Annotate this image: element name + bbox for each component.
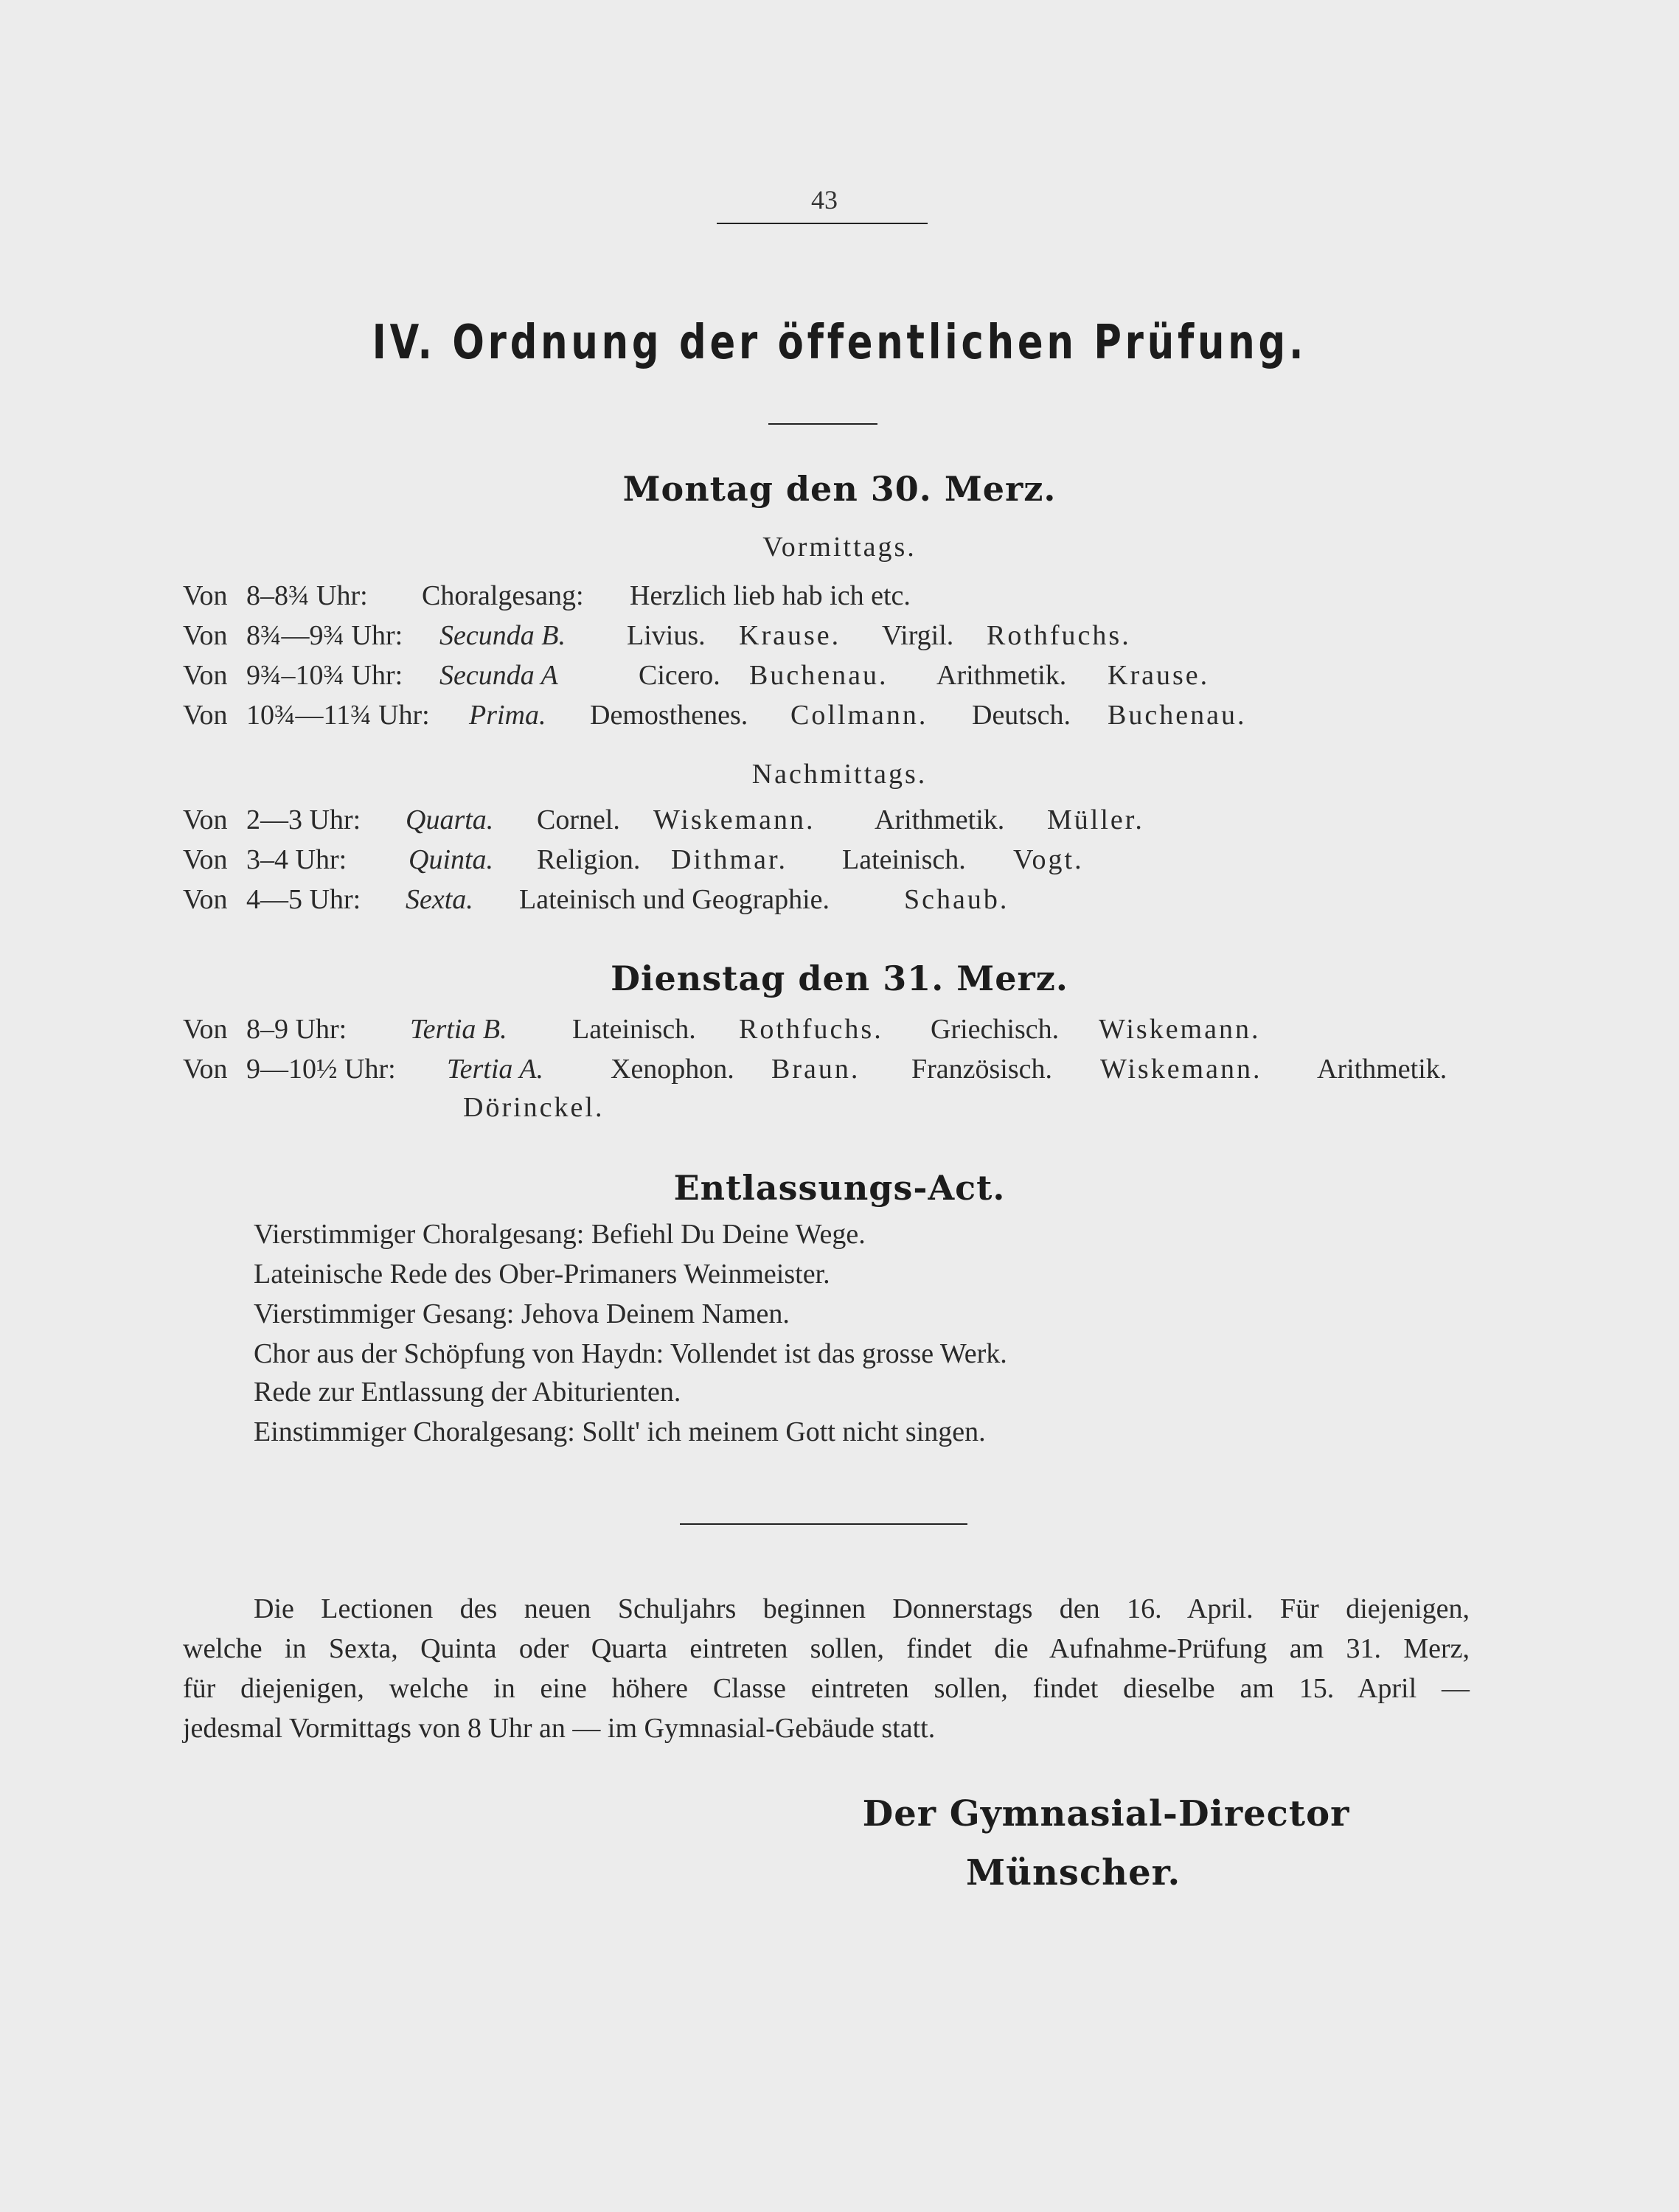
signature-title: Der Gymnasial-Director xyxy=(862,1793,1350,1834)
subject: Virgil. xyxy=(882,620,954,651)
program-item: Chor aus der Schöpfung von Haydn: Vollendet ist das grosse Werk. xyxy=(254,1338,1007,1369)
teacher: Collmann. xyxy=(790,700,928,731)
class-name: Quinta. xyxy=(409,844,494,875)
teacher: Krause. xyxy=(739,620,841,651)
teacher: Müller. xyxy=(1047,804,1144,835)
class-name: Secunda B. xyxy=(439,620,566,651)
von-label: Von xyxy=(183,844,228,875)
title-rule xyxy=(768,423,877,425)
subject: Griechisch. xyxy=(931,1014,1060,1045)
subject: Herzlich lieb hab ich etc. xyxy=(630,580,911,611)
von-label: Von xyxy=(183,1014,228,1045)
subject: Cornel. xyxy=(537,804,620,835)
subject: Französisch. xyxy=(911,1054,1053,1085)
class-name: Prima. xyxy=(469,700,546,731)
time-slot: 9—10½ Uhr: xyxy=(246,1054,396,1085)
header-rule xyxy=(717,223,928,224)
notice-line: für diejenigen, welche in eine höhere Classe eintreten sollen, findet dieselbe am 15. April — xyxy=(183,1673,1470,1704)
subject: Arithmetik. xyxy=(875,804,1005,835)
subject: Cicero. xyxy=(639,660,720,691)
monday-heading: Montag den 30. Merz. xyxy=(622,469,1057,509)
von-label: Von xyxy=(183,660,228,691)
class-name: Tertia A. xyxy=(447,1054,543,1085)
teacher: Krause. xyxy=(1108,660,1210,691)
teacher: Schaub. xyxy=(904,884,1009,915)
subject: Lateinisch. xyxy=(842,844,966,875)
teacher: Rothfuchs. xyxy=(739,1014,883,1045)
teacher: Wiskemann. xyxy=(1100,1054,1262,1085)
time-slot: 8–8¾ Uhr: xyxy=(246,580,368,611)
time-slot: 9¾–10¾ Uhr: xyxy=(246,660,403,691)
subject: Xenophon. xyxy=(611,1054,734,1085)
teacher: Braun. xyxy=(771,1054,861,1085)
time-slot: 4—5 Uhr: xyxy=(246,884,361,915)
von-label: Von xyxy=(183,700,228,731)
von-label: Von xyxy=(183,804,228,835)
class-name: Secunda A xyxy=(439,660,558,691)
teacher: Buchenau. xyxy=(749,660,889,691)
program-item: Rede zur Entlassung der Abiturienten. xyxy=(254,1377,681,1408)
time-slot: 8¾—9¾ Uhr: xyxy=(246,620,403,651)
class-name: Sexta. xyxy=(406,884,473,915)
von-label: Von xyxy=(183,620,228,651)
time-slot: 8–9 Uhr: xyxy=(246,1014,347,1045)
teacher-continuation: Dörinckel. xyxy=(463,1092,605,1123)
subject: Demosthenes. xyxy=(590,700,748,731)
morning-label: Vormittags. xyxy=(762,532,917,563)
subject: Deutsch. xyxy=(972,700,1071,731)
time-slot: 10¾—11¾ Uhr: xyxy=(246,700,430,731)
page-number: 43 xyxy=(811,185,838,215)
von-label: Von xyxy=(183,580,228,611)
von-label: Von xyxy=(183,884,228,915)
subject: Arithmetik. xyxy=(936,660,1067,691)
class-name: Tertia B. xyxy=(410,1014,507,1045)
notice-line: welche in Sexta, Quinta oder Quarta eintreten sollen, findet die Aufnahme-Prüfung am 31. Merz, xyxy=(183,1633,1470,1664)
section-rule xyxy=(680,1523,967,1525)
entlassung-heading: Entlassungs-Act. xyxy=(673,1168,1006,1208)
subject: Arithmetik. xyxy=(1317,1054,1447,1085)
teacher: Wiskemann. xyxy=(1099,1014,1261,1045)
class-name: Quarta. xyxy=(406,804,494,835)
page-title: IV. Ordnung der öffentlichen Prüfung. xyxy=(372,316,1307,370)
teacher: Rothfuchs. xyxy=(987,620,1131,651)
program-item: Einstimmiger Choralgesang: Sollt' ich meinem Gott nicht singen. xyxy=(254,1416,986,1447)
subject: Religion. xyxy=(537,844,641,875)
tuesday-heading: Dienstag den 31. Merz. xyxy=(611,959,1068,998)
signature-name: Münscher. xyxy=(966,1852,1181,1893)
program-item: Lateinische Rede des Ober-Primaners Weinmeister. xyxy=(254,1259,830,1290)
afternoon-label: Nachmittags. xyxy=(751,759,928,790)
time-slot: 3–4 Uhr: xyxy=(246,844,347,875)
subject: Livius. xyxy=(627,620,706,651)
von-label: Von xyxy=(183,1054,228,1085)
teacher: Vogt. xyxy=(1013,844,1084,875)
teacher: Buchenau. xyxy=(1108,700,1247,731)
program-item: Vierstimmiger Gesang: Jehova Deinem Namen. xyxy=(254,1298,790,1329)
program-item: Vierstimmiger Choralgesang: Befiehl Du Deine Wege. xyxy=(254,1219,866,1250)
notice-line: Die Lectionen des neuen Schuljahrs beginnen Donnerstags den 16. April. Für diejenigen, xyxy=(254,1593,1470,1624)
subject: Lateinisch und Geographie. xyxy=(519,884,830,915)
subject: Lateinisch. xyxy=(572,1014,696,1045)
teacher: Dithmar. xyxy=(671,844,788,875)
time-slot: 2—3 Uhr: xyxy=(246,804,361,835)
teacher: Wiskemann. xyxy=(653,804,816,835)
notice-line: jedesmal Vormittags von 8 Uhr an — im Gymnasial-Gebäude statt. xyxy=(183,1713,936,1744)
subject: Choralgesang: xyxy=(422,580,584,611)
